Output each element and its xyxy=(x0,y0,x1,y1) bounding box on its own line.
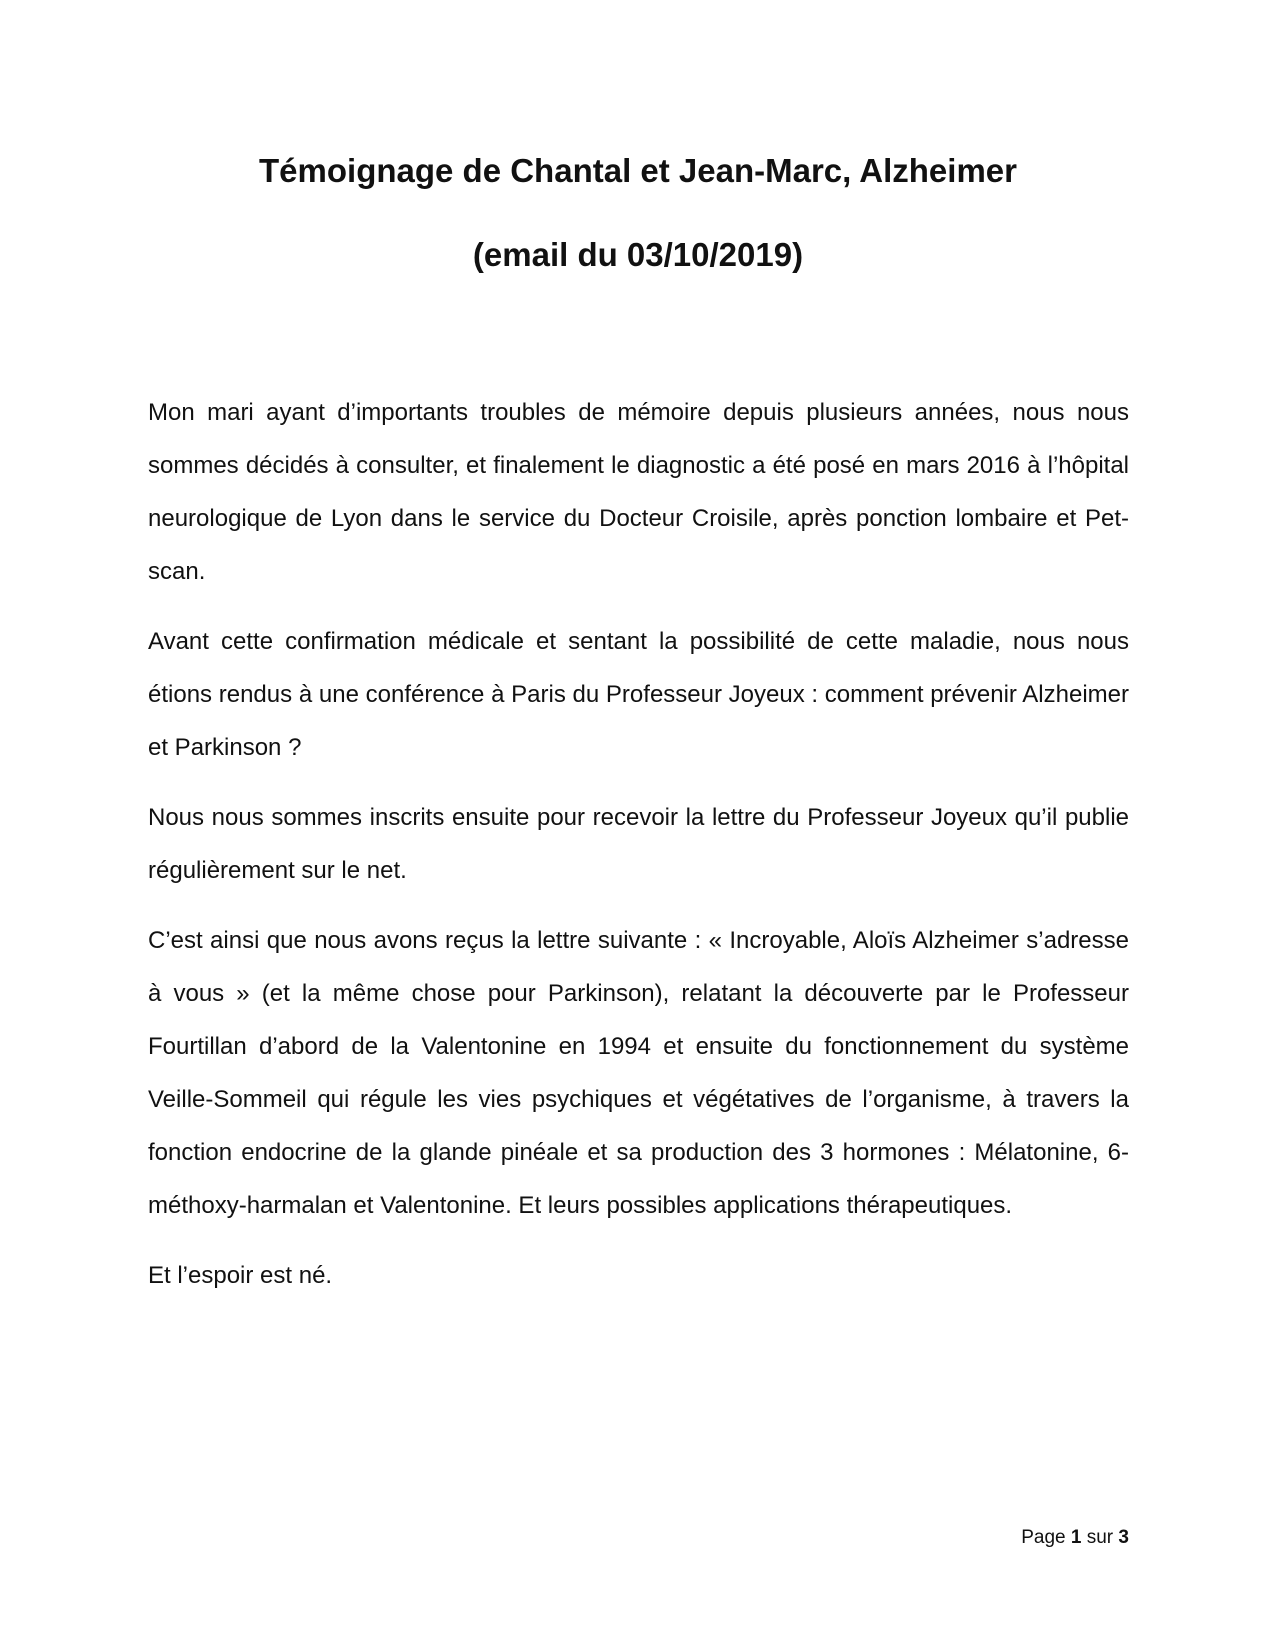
paragraph-newsletter: Nous nous sommes inscrits ensuite pour recevoir la lettre du Professeur Joyeux qu’il publie régulièrement sur le net. xyxy=(148,804,1129,884)
page-number-footer xyxy=(1021,1526,1129,1550)
page-label: Page xyxy=(1021,1527,1066,1548)
document-subtitle-date: (email du 03/10/2019) xyxy=(472,236,804,273)
paragraph-hope: Et l’espoir est né. xyxy=(148,1262,333,1289)
paragraph-letter: C’est ainsi que nous avons reçus la lettre suivante : « Incroyable, Aloïs Alzheimer s’adresse à vous » (et la même chose pour Parkinson), relatant la découverte par le Professeur Fourtillan d’abord de la Valentonine en 1994 et ensuite du fonctionnement du système Veille-Sommeil qui régule les vies psychiques et végétatives de l’organisme, à travers la fonction endocrine de la glande pinéale et sa production des 3 hormones : Mélatonine, 6-méthoxy-harmalan et Valentonine. Et leurs possibles applications thérapeutiques. xyxy=(148,927,1129,1219)
document-title: Témoignage de Chantal et Jean-Marc, Alzheimer xyxy=(259,152,1017,189)
page-separator: sur xyxy=(1086,1527,1114,1548)
page-current: 1 xyxy=(1070,1527,1082,1548)
document-body xyxy=(148,386,1129,1319)
paragraph-diagnosis: Mon mari ayant d’importants troubles de mémoire depuis plusieurs années, nous nous sommes décidés à consulter, et finalement le diagnostic a été posé en mars 2016 à l’hôpital neurologique de Lyon dans le service du Docteur Croisile, après ponction lombaire et Pet-scan. xyxy=(148,399,1129,585)
page-total: 3 xyxy=(1118,1527,1129,1548)
paragraph-conference: Avant cette confirmation médicale et sentant la possibilité de cette maladie, nous nous étions rendus à une conférence à Paris du Professeur Joyeux : comment prévenir Alzheimer et Parkinson ? xyxy=(148,628,1129,761)
